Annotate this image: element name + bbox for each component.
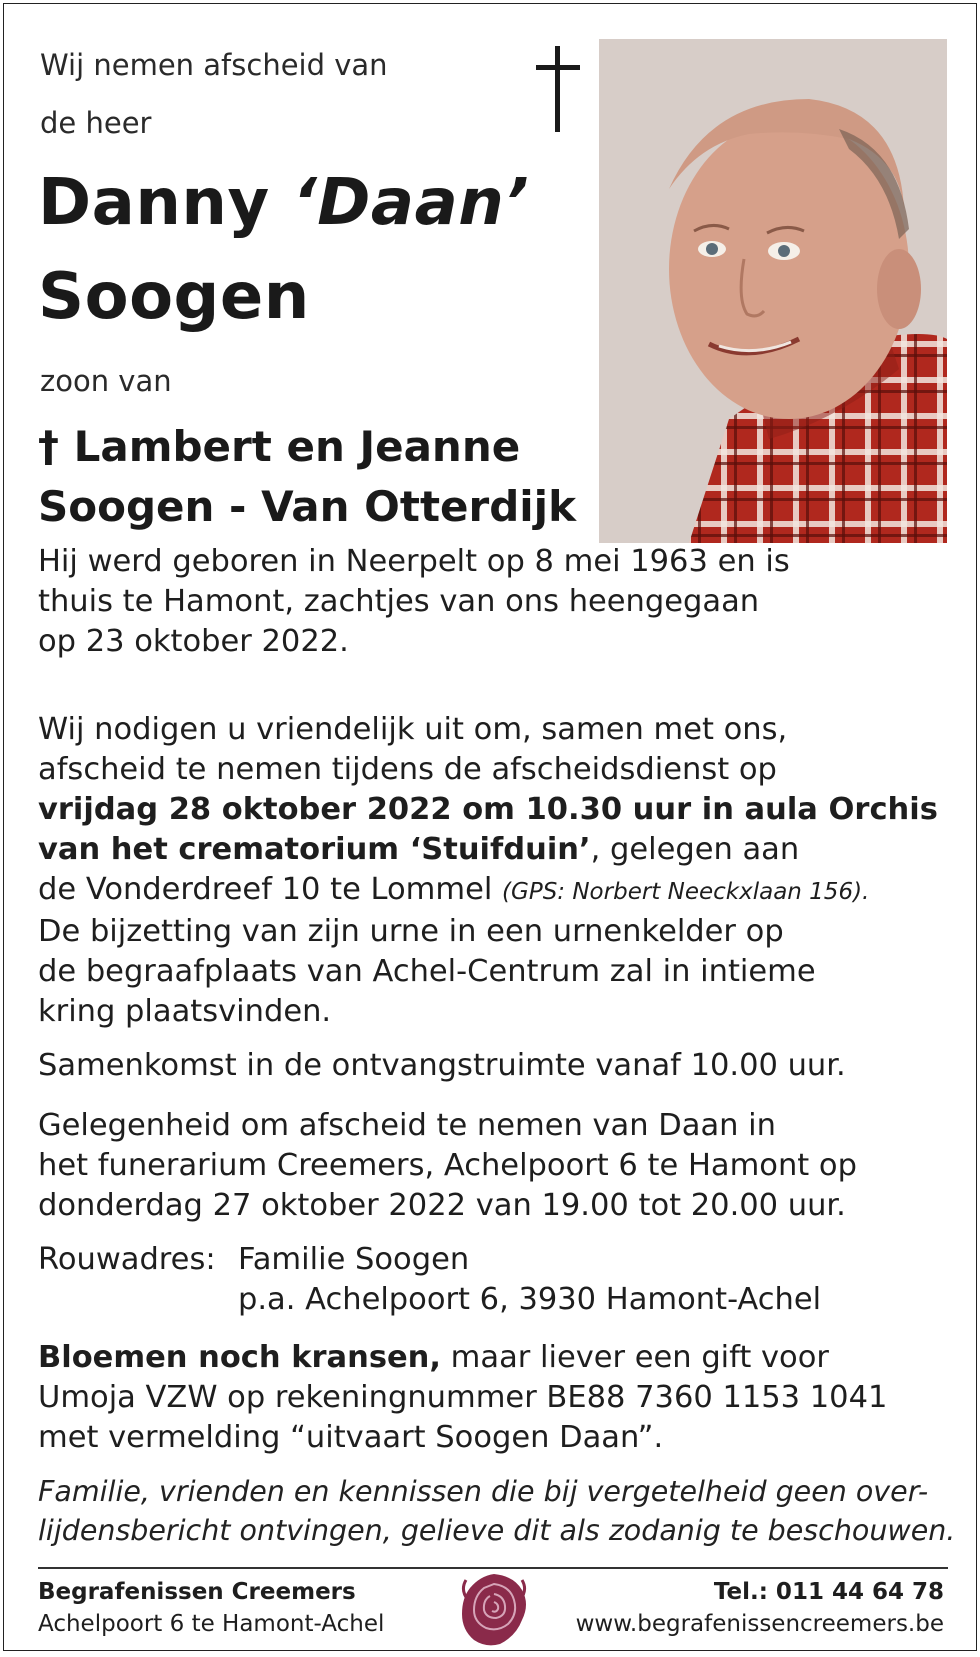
birth-line: op 23 oktober 2022. [38,624,349,659]
phone-number: Tel.: 011 44 64 78 [713,1579,944,1605]
address-label: Rouwadres: [38,1242,216,1277]
intro-line-2: de heer [40,106,152,140]
flowers-line: met vermelding “uitvaart Soogen Daan”. [38,1420,664,1455]
invite-line: afscheid te nemen tijdens de afscheidsdienst op [38,752,777,787]
no-flowers-note: Bloemen noch kransen, [38,1340,441,1375]
first-name: Danny [38,166,293,240]
invite-line: , gelegen aan [590,832,800,867]
obituary-card [3,3,977,1651]
deceased-name-line-1 [38,166,529,240]
rose-logo-icon [456,1570,532,1650]
closing-line: lijdensbericht ontvingen, gelieve dit als zodanig te beschouwen. [38,1514,956,1547]
closing-line: Familie, vrienden en kennissen die bij vergetelheid geen over- [38,1475,929,1508]
nickname: ‘Daan’ [292,166,530,240]
birth-line: Hij werd geboren in Neerpelt op 8 mei 1963 en is [38,544,790,579]
bank-account-line: Umoja VZW op rekeningnummer BE88 7360 1153 1041 [38,1380,888,1415]
flowers-paragraph [38,1338,887,1458]
service-venue: van het crematorium ‘Stuifduin’ [38,832,591,867]
portrait-photo [599,39,947,543]
invite-line: kring plaatsvinden. [38,994,332,1029]
address-line-1: Familie Soogen [238,1242,470,1277]
viewing-line: het funerarium Creemers, Achelpoort 6 te Hamont op [38,1148,857,1183]
cross-icon [536,46,580,132]
venue-address: de Vonderdreef 10 te Lommel [38,872,503,907]
invite-line: Wij nodigen u vriendelijk uit om, samen met ons, [38,712,788,747]
gathering-paragraph: Samenkomst in de ontvangstruimte vanaf 10.00 uur. [38,1048,846,1083]
parents-line-2: Soogen - Van Otterdijk [38,482,577,531]
birth-line: thuis te Hamont, zachtjes van ons heengegaan [38,584,760,619]
viewing-paragraph [38,1106,857,1226]
service-date-time: vrijdag 28 oktober 2022 om 10.30 uur in aula Orchis [38,792,938,827]
invitation-paragraph [38,710,938,1032]
footer-divider [38,1567,948,1569]
son-of-label: zoon van [40,364,172,398]
intro-line-1: Wij nemen afscheid van [40,48,388,82]
closing-note [38,1472,955,1550]
viewing-line: donderdag 27 oktober 2022 van 19.00 tot 20.00 uur. [38,1188,846,1223]
viewing-line: Gelegenheid om afscheid te nemen van Daan in [38,1108,776,1143]
gps-note: (GPS: Norbert Neeckxlaan 156). [502,879,870,905]
funeral-home-name: Begrafenissen Creemers [38,1579,356,1605]
address-line-2: p.a. Achelpoort 6, 3930 Hamont-Achel [238,1282,822,1317]
flowers-line: maar liever een gift voor [440,1340,829,1375]
invite-line: de begraafplaats van Achel-Centrum zal in intieme [38,954,816,989]
funeral-home-address: Achelpoort 6 te Hamont-Achel [38,1611,385,1637]
website-link[interactable]: www.begrafenissencreemers.be [575,1611,944,1637]
parents-line-1: † Lambert en Jeanne [38,422,521,471]
deceased-surname: Soogen [38,260,310,334]
invite-line: De bijzetting van zijn urne in een urnenkelder op [38,914,784,949]
birth-paragraph [38,542,790,662]
